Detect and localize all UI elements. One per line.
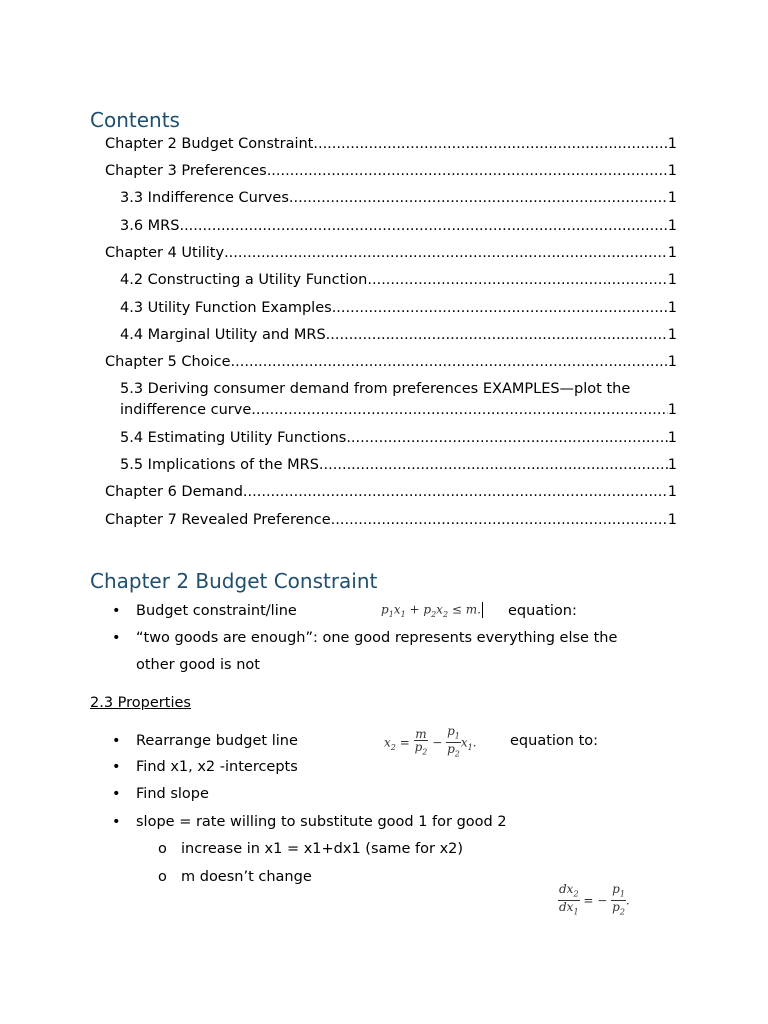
- toc-entry-label: Chapter 3 Preferences: [105, 163, 267, 179]
- toc-entry-label: 4.2 Constructing a Utility Function: [120, 272, 368, 288]
- toc-leader: [326, 325, 668, 345]
- bullet-text: “two goods are enough”: one good represents everything else the: [136, 630, 618, 646]
- toc-leader: [251, 400, 668, 420]
- toc-leader: [367, 270, 667, 290]
- toc-leader: [331, 510, 668, 530]
- toc-entry-label: 4.3 Utility Function Examples: [120, 300, 332, 316]
- toc-page-number: 1: [667, 484, 677, 500]
- bullet-marker: •: [112, 759, 121, 775]
- toc-entry-label: 3.6 MRS: [120, 218, 180, 234]
- toc-page-number: 1: [667, 402, 677, 418]
- toc-leader: [267, 161, 668, 181]
- budget-equation: $p_1x_1 + p_2x_2 \le m$.: [381, 602, 481, 619]
- toc-entry[interactable]: [120, 428, 677, 448]
- slope-equation: $\frac{dx_2}{dx_1}$ = − $\frac{p_1}{p_2}$ .: [559, 882, 630, 917]
- rearranged-equation: $x_2$ = $\frac{m}{p_2}$ − $\frac{p_1}{p_2}$ $x_1$.: [384, 724, 477, 759]
- bullet-marker: •: [112, 786, 121, 802]
- toc-page-number: 1: [667, 190, 677, 206]
- toc-entry[interactable]: [105, 243, 677, 263]
- toc-entry[interactable]: [120, 270, 677, 290]
- toc-entry-label: Chapter 7 Revealed Preference: [105, 512, 331, 528]
- toc-entry[interactable]: [120, 298, 677, 318]
- toc-entry[interactable]: [120, 400, 677, 420]
- bullet-marker: •: [112, 603, 121, 619]
- toc-page-number: 1: [667, 457, 677, 473]
- bullet-text: Rearrange budget line: [136, 733, 298, 749]
- toc-entry-label: 4.4 Marginal Utility and MRS: [120, 327, 326, 343]
- bullet-suffix: equation:: [508, 603, 577, 619]
- bullet-text: Find x1, x2 -intercepts: [136, 759, 298, 775]
- bullet-text-continued: other good is not: [136, 657, 260, 673]
- toc-leader: [332, 298, 668, 318]
- toc-entry-label: Chapter 5 Choice: [105, 354, 231, 370]
- toc-leader: [346, 428, 667, 448]
- toc-entry[interactable]: [105, 482, 677, 502]
- toc-entry[interactable]: [120, 188, 677, 208]
- toc-page-number: 1: [667, 327, 677, 343]
- toc-page-number: 1: [667, 354, 677, 370]
- toc-entry-label: Chapter 4 Utility: [105, 245, 225, 261]
- bullet-text: Find slope: [136, 786, 209, 802]
- sub-bullet-text: increase in x1 = x1+dx1 (same for x2): [181, 841, 464, 857]
- bullet-item: [112, 784, 209, 804]
- toc-leader: [231, 352, 668, 372]
- bullet-marker: •: [112, 814, 121, 830]
- toc-entry[interactable]: [105, 352, 677, 372]
- chapter-heading: Chapter 2 Budget Constraint: [90, 569, 378, 593]
- toc-entry-label: 3.3 Indifference Curves: [120, 190, 289, 206]
- section-title: 2.3 Properties: [90, 695, 191, 711]
- toc-leader: [243, 482, 668, 502]
- toc-leader: [319, 455, 668, 475]
- toc-entry-label: Chapter 6 Demand: [105, 484, 243, 500]
- toc-leader: [313, 134, 667, 154]
- toc-entry[interactable]: [105, 134, 677, 154]
- toc-leader: [224, 243, 668, 263]
- toc-entry[interactable]: [120, 325, 677, 345]
- toc-page-number: 1: [667, 218, 677, 234]
- toc-page-number: 1: [667, 136, 677, 152]
- toc-entry-label: Chapter 2 Budget Constraint: [105, 136, 314, 152]
- toc-entry[interactable]: [120, 216, 677, 236]
- text-cursor: [482, 602, 483, 618]
- sub-bullet-item: [158, 867, 312, 887]
- toc-entry-label: indifference curve: [120, 402, 252, 418]
- bullet-text: Budget constraint/line: [136, 603, 297, 619]
- bullet-text: slope = rate willing to substitute good 1 for good 2: [136, 814, 507, 830]
- toc-page-number: 1: [667, 300, 677, 316]
- bullet-suffix: equation to:: [510, 733, 599, 749]
- toc-entry[interactable]: [105, 510, 677, 530]
- toc-leader: [179, 216, 667, 236]
- bullet-marker: •: [112, 733, 121, 749]
- bullet-marker: •: [112, 630, 121, 646]
- toc-entry-label: 5.4 Estimating Utility Functions: [120, 430, 347, 446]
- bullet-item: [112, 601, 297, 621]
- toc-entry[interactable]: [120, 455, 677, 475]
- toc-page-number: 1: [667, 245, 677, 261]
- bullet-item: [112, 757, 298, 777]
- bullet-item: [112, 812, 507, 832]
- toc-entry[interactable]: [105, 161, 677, 181]
- bullet-item: [112, 628, 618, 648]
- toc-entry-label-line1[interactable]: 5.3 Deriving consumer demand from preferences EXAMPLES—plot the: [120, 381, 631, 397]
- toc-page-number: 1: [667, 163, 677, 179]
- toc-heading: Contents: [90, 108, 180, 132]
- bullet-item: [112, 731, 298, 751]
- sub-bullet-item: [158, 839, 464, 859]
- sub-bullet-marker: o: [158, 869, 167, 885]
- toc-entry-label: 5.5 Implications of the MRS: [120, 457, 319, 473]
- sub-bullet-marker: o: [158, 841, 167, 857]
- toc-page-number: 1: [667, 512, 677, 528]
- toc-page-number: 1: [667, 430, 677, 446]
- sub-bullet-text: m doesn’t change: [181, 869, 312, 885]
- toc-page-number: 1: [667, 272, 677, 288]
- toc-leader: [289, 188, 668, 208]
